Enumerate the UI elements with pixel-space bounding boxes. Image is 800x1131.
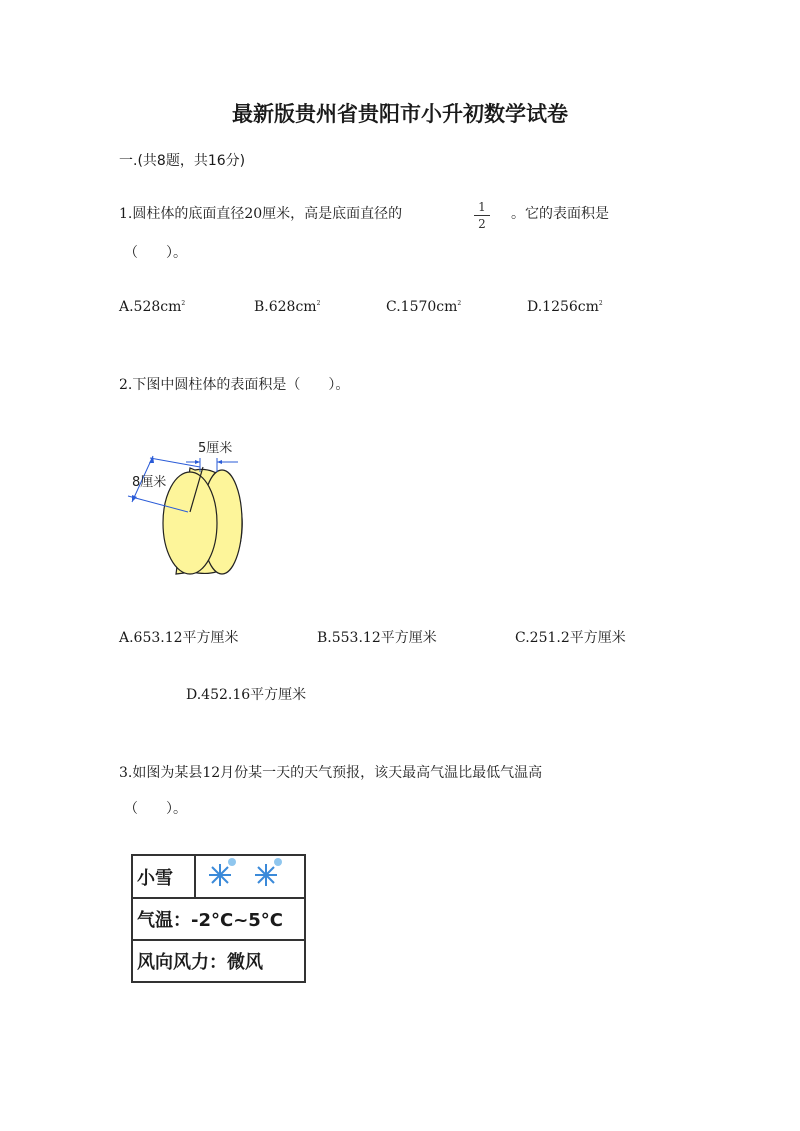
q1-option-a[interactable]: $A.528cm^2$ bbox=[119, 299, 186, 315]
temperature-range: 气温：-2°C~5°C bbox=[132, 898, 305, 940]
q2-option-c[interactable]: C.251.2平方厘米 bbox=[515, 630, 626, 646]
q1-option-b[interactable]: $B.628cm^2$ bbox=[254, 299, 321, 315]
q2-option-b[interactable]: B.553.12平方厘米 bbox=[317, 630, 437, 646]
weather-forecast-table bbox=[131, 854, 306, 983]
wind-info: 风向风力：微风 bbox=[132, 940, 305, 982]
q1-blank: （ ）。 bbox=[124, 245, 187, 261]
snowflake-dot-icon bbox=[274, 858, 282, 866]
q1-text-before: 1.圆柱体的底面直径20厘米，高是底面直径的 bbox=[119, 206, 403, 222]
page-title: 最新版贵州省贵阳市小升初数学试卷 bbox=[232, 102, 568, 126]
q2-option-d[interactable]: D.452.16平方厘米 bbox=[186, 687, 307, 703]
q1-text-after: 。它的表面积是 bbox=[511, 206, 609, 222]
q3-text: 3.如图为某县12月份某一天的天气预报，该天最高气温比最低气温高 bbox=[119, 765, 543, 781]
q1-option-d[interactable]: $D.1256cm^2$ bbox=[527, 299, 603, 315]
q2-option-a[interactable]: A.653.12平方厘米 bbox=[119, 630, 239, 646]
arrowhead-icon bbox=[149, 456, 154, 463]
radius-label: 8厘米 bbox=[132, 475, 167, 490]
q1-option-c[interactable]: $C.1570cm^2$ bbox=[386, 299, 462, 315]
arrowhead-icon bbox=[195, 460, 200, 464]
snow-icons-cell bbox=[195, 855, 305, 898]
snowflake-dot-icon bbox=[228, 858, 236, 866]
height-label: 5厘米 bbox=[198, 441, 233, 456]
cylinder-front-face bbox=[163, 472, 217, 574]
arrowhead-icon bbox=[217, 460, 222, 464]
q2-text: 2.下图中圆柱体的表面积是（ ）。 bbox=[119, 377, 350, 393]
weather-condition: 小雪 bbox=[132, 855, 195, 898]
snowflake-icons bbox=[200, 856, 300, 892]
snowflake-icon bbox=[255, 864, 277, 886]
cylinder-figure bbox=[120, 430, 260, 585]
q1-fraction bbox=[474, 200, 490, 231]
section-heading: 一.(共8题，共16分) bbox=[119, 153, 246, 169]
fraction-numerator: 1 bbox=[478, 200, 486, 214]
q3-blank: （ ）。 bbox=[124, 801, 187, 817]
fraction-denominator: 2 bbox=[478, 217, 486, 231]
snowflake-icon bbox=[209, 864, 231, 886]
